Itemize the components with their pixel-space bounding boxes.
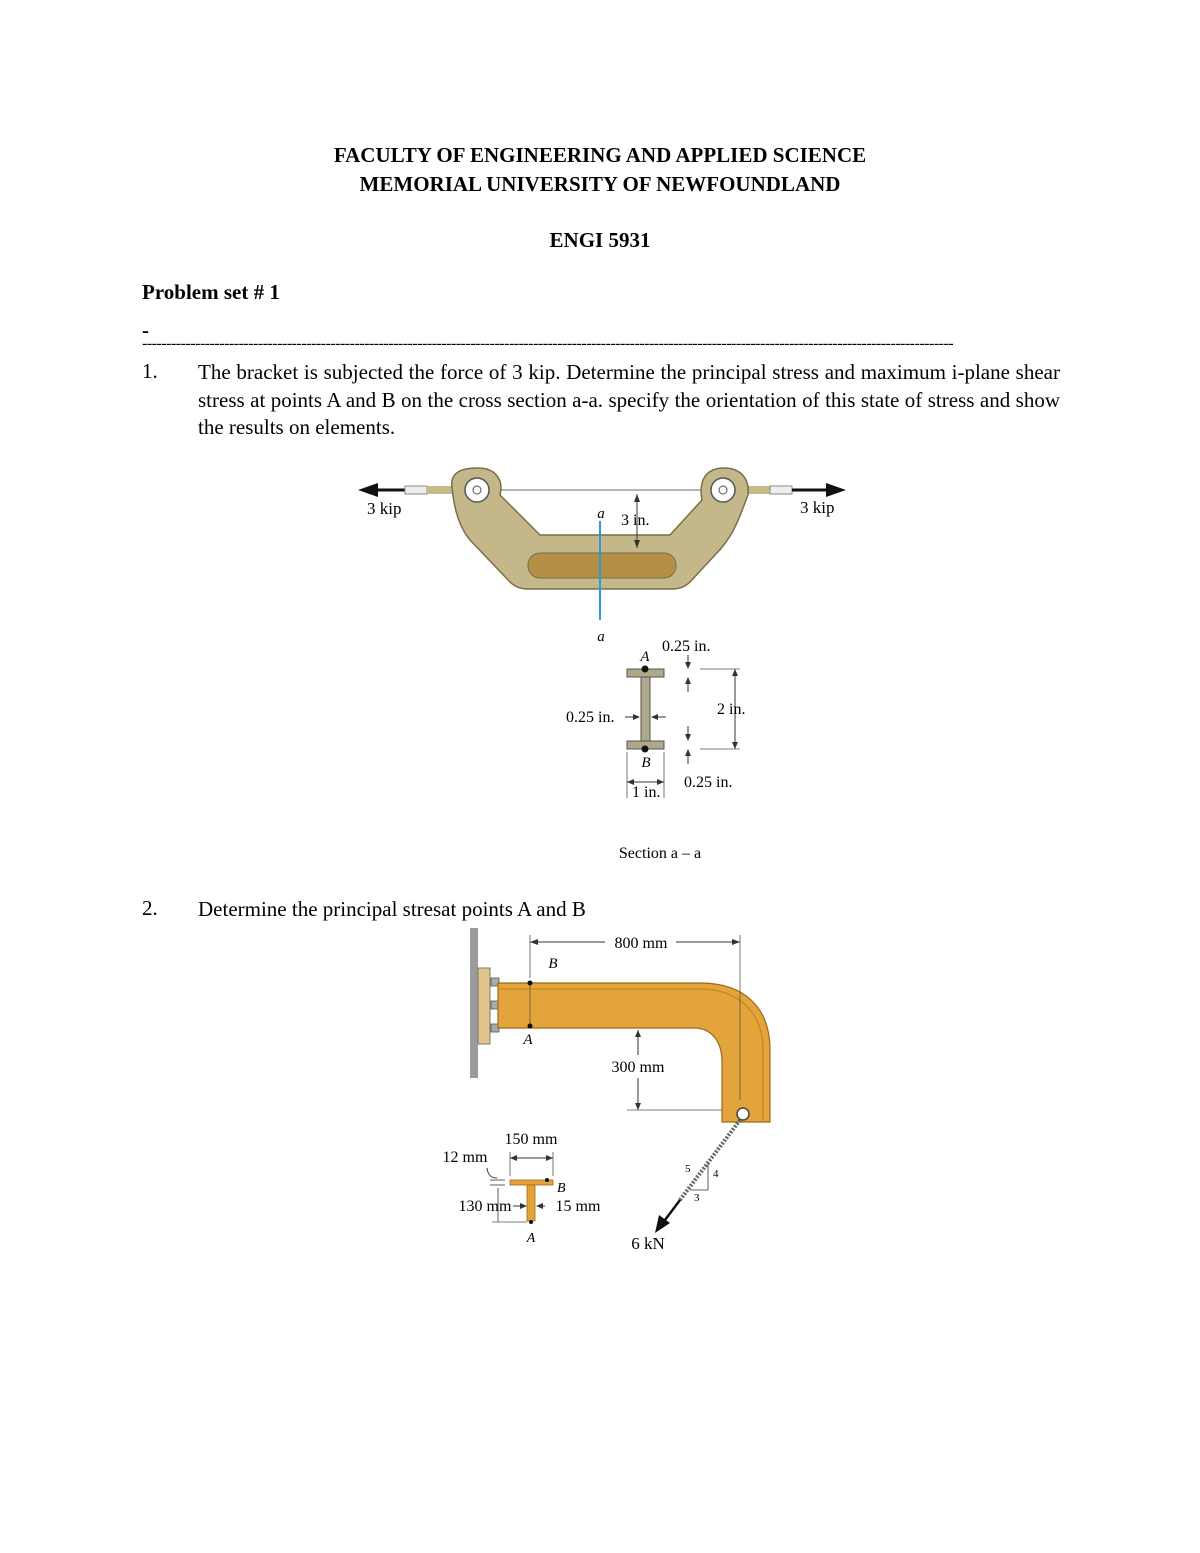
arm-body (498, 983, 770, 1122)
slope-3: 3 (694, 1192, 700, 1204)
question-2-text: Determine the principal stresat points A and B (198, 897, 586, 921)
wall (470, 928, 478, 1078)
point-b-label: B (641, 755, 651, 771)
height-dimension: 2 in. (717, 701, 746, 718)
dash-mark: - (142, 318, 149, 342)
fig2-section-b-label: B (557, 1181, 566, 1196)
arm-figure (425, 925, 785, 1255)
wall-plate (478, 968, 490, 1044)
point-b-dot (642, 746, 649, 753)
bottom-flange-dimension: 0.25 in. (684, 774, 733, 791)
question-1-text: The bracket is subjected the force of 3 kip. Determine the principal stress and maximum i-plane shear stress at points A and B on the cross section a-a. specify the orientation of this state of stress and show the results on elements. (198, 360, 1060, 439)
force-arrow-right (826, 483, 846, 497)
web-depth-label: 130 mm (458, 1198, 512, 1215)
flange-thickness-label: 12 mm (442, 1149, 488, 1166)
university-heading: MEMORIAL UNIVERSITY OF NEWFOUNDLAND (359, 172, 841, 196)
fig2-point-a-label: A (523, 1032, 533, 1048)
force-label-right: 3 kip (800, 498, 835, 517)
slope-5: 5 (685, 1163, 691, 1175)
web-thickness-label: 15 mm (555, 1198, 601, 1215)
slope-4: 4 (713, 1168, 719, 1180)
cable (680, 1120, 740, 1200)
flange-width-dimension: 1 in. (632, 784, 661, 801)
bracket-slot (528, 553, 676, 578)
depth-dimension: 3 in. (621, 512, 650, 529)
fig2-point-b-label: B (548, 956, 558, 972)
point-a-dot (642, 666, 649, 673)
top-flange-dimension: 0.25 in. (662, 638, 711, 655)
question-1-number: 1. (142, 359, 158, 383)
force-label: 6 kN (631, 1234, 665, 1253)
point-a-label: A (640, 649, 650, 665)
web-thickness-dimension: 0.25 in. (566, 709, 615, 726)
problem-set-title: Problem set # 1 (142, 280, 280, 304)
drop-dimension: 300 mm (611, 1059, 665, 1076)
question-2-number: 2. (142, 896, 158, 920)
section-caption: Section a – a (618, 845, 702, 862)
section-label-top: a (597, 506, 605, 522)
fig2-section-a-label: A (526, 1231, 536, 1246)
fig2-point-a-dot (528, 1024, 533, 1029)
t-section (510, 1178, 553, 1224)
length-dimension: 800 mm (614, 935, 668, 952)
force-label-left: 3 kip (367, 499, 402, 518)
faculty-heading: FACULTY OF ENGINEERING AND APPLIED SCIENCE (333, 143, 867, 167)
flange-width-label: 150 mm (504, 1131, 558, 1148)
section-label-bottom: a (597, 629, 605, 645)
dashed-rule: ------------------------------------------------------------------------------------------------------------------------------------------------------------------------ (142, 338, 954, 350)
fig2-point-b-dot (528, 981, 533, 986)
course-code: ENGI 5931 (549, 228, 651, 252)
i-section (627, 666, 664, 753)
bracket-figure (350, 462, 860, 872)
